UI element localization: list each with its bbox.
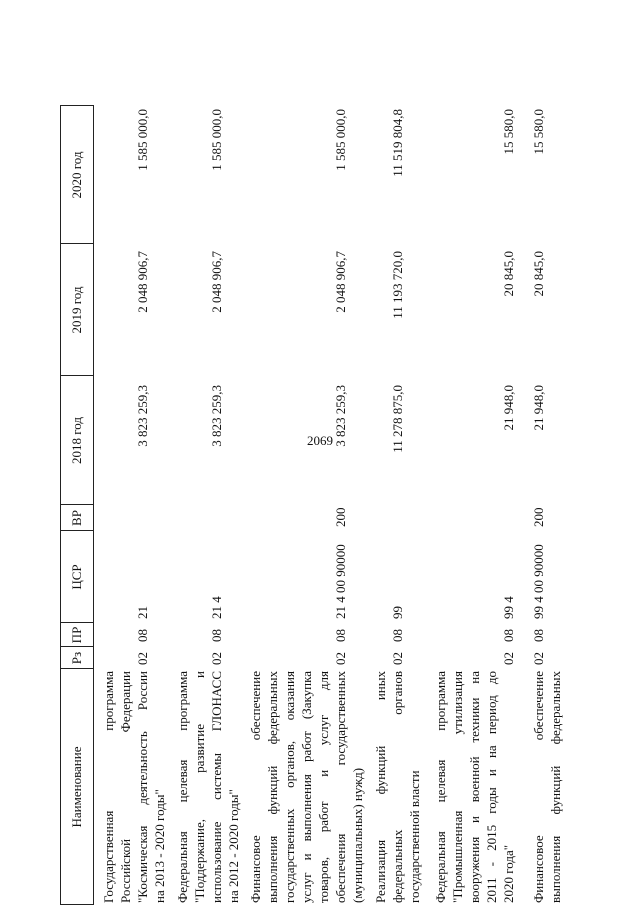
row-pr: 08	[333, 629, 348, 642]
row-pr: 08	[501, 629, 516, 642]
row-name-line: государственных органов, оказания	[282, 671, 297, 903]
row-name	[432, 671, 517, 903]
row-2018: 21 948,0	[531, 385, 546, 431]
row-name-line: Финансовое обеспечение	[531, 671, 546, 903]
row-csr: 99	[390, 606, 405, 619]
row-name-line: выполнения функций федеральных	[548, 671, 563, 903]
row-2019: 2 048 906,7	[333, 251, 348, 313]
row-2019: 20 845,0	[501, 251, 516, 297]
row-name-line: выполнения функций федеральных	[265, 671, 280, 903]
row-name	[372, 671, 423, 903]
row-rz: 02	[390, 652, 405, 665]
row-rz: 02	[501, 652, 516, 665]
row-csr: 99 4	[501, 596, 516, 619]
row-name	[100, 671, 168, 903]
row-name-line: на 2012 - 2020 годы"	[226, 789, 241, 903]
row-2018: 3 823 259,3	[333, 385, 348, 447]
row-name-line: федеральных органов	[390, 671, 405, 903]
header-2019: 2019 год	[68, 286, 84, 334]
row-vr: 200	[531, 507, 546, 527]
row-csr: 21 4	[209, 596, 224, 619]
row-name-line: "Космическая деятельность России	[135, 671, 150, 903]
row-csr: 99 4 00 90000	[531, 544, 546, 619]
row-name-line: обеспечения государственных	[333, 671, 348, 903]
row-pr: 08	[390, 629, 405, 642]
rotated-page	[40, 105, 600, 905]
row-pr: 08	[209, 629, 224, 642]
row-name-line: Финансовое обеспечение	[248, 671, 263, 903]
row-rz: 02	[209, 652, 224, 665]
row-pr: 08	[135, 629, 150, 642]
row-2020: 1 585 000,0	[135, 109, 150, 171]
header-vr: ВР	[68, 510, 84, 526]
row-2018: 3 823 259,3	[209, 385, 224, 447]
row-name	[247, 671, 366, 903]
page-number: 2069	[307, 433, 333, 448]
row-2020: 1 585 000,0	[333, 109, 348, 171]
row-name-line: на 2013 - 2020 годы"	[152, 789, 167, 903]
header-rz: Рз	[68, 651, 84, 665]
row-2020: 15 580,0	[531, 109, 546, 155]
row-rz: 02	[135, 652, 150, 665]
row-name-line: (муниципальных) нужд)	[350, 767, 365, 903]
row-name-line: вооружения и военной техники на	[467, 671, 482, 903]
header-csr: ЦСР	[68, 564, 84, 590]
row-2019: 20 845,0	[531, 251, 546, 297]
header-bottom-border	[93, 105, 94, 905]
row-2020: 15 580,0	[501, 109, 516, 155]
row-vr: 200	[333, 507, 348, 527]
header-2020: 2020 год	[68, 151, 84, 199]
row-2018: 3 823 259,3	[135, 385, 150, 447]
budget-table	[60, 105, 600, 905]
row-name-line: Российской Федерации	[118, 671, 133, 903]
row-name-line: государственной власти	[407, 770, 422, 903]
row-2020: 1 585 000,0	[209, 109, 224, 171]
row-name-line: услуг и выполнения работ (Закупка	[299, 671, 314, 903]
row-name-line: Реализация функций иных	[373, 671, 388, 903]
row-2018: 11 278 875,0	[390, 385, 405, 453]
row-csr: 21	[135, 606, 150, 619]
header-name: Наименование	[68, 746, 84, 828]
row-2018: 21 948,0	[501, 385, 516, 431]
row-name-line: использование системы ГЛОНАСС	[209, 671, 224, 903]
row-name	[174, 671, 242, 903]
row-rz: 02	[531, 652, 546, 665]
row-name-line: Федеральная целевая программа	[433, 671, 448, 903]
row-name-line: товаров, работ и услуг для	[316, 671, 331, 903]
row-name-line: Федеральная целевая программа	[175, 671, 190, 903]
row-name-line: 2011 - 2015 годы и на период до	[484, 671, 499, 903]
row-name-line: Государственная программа	[101, 671, 116, 903]
row-name-line: "Поддержание, развитие и	[192, 671, 207, 903]
row-2020: 11 519 804,8	[390, 109, 405, 177]
header-pr: ПР	[68, 626, 84, 644]
row-2019: 11 193 720,0	[390, 251, 405, 319]
row-name-line: "Промышленная утилизация	[450, 671, 465, 903]
row-name-line: 2020 года"	[501, 844, 516, 903]
row-pr: 08	[531, 629, 546, 642]
row-rz: 02	[333, 652, 348, 665]
header-2018: 2018 год	[68, 417, 84, 464]
row-csr: 21 4 00 90000	[333, 544, 348, 619]
row-name	[530, 671, 564, 903]
row-2019: 2 048 906,7	[135, 251, 150, 313]
row-2019: 2 048 906,7	[209, 251, 224, 313]
